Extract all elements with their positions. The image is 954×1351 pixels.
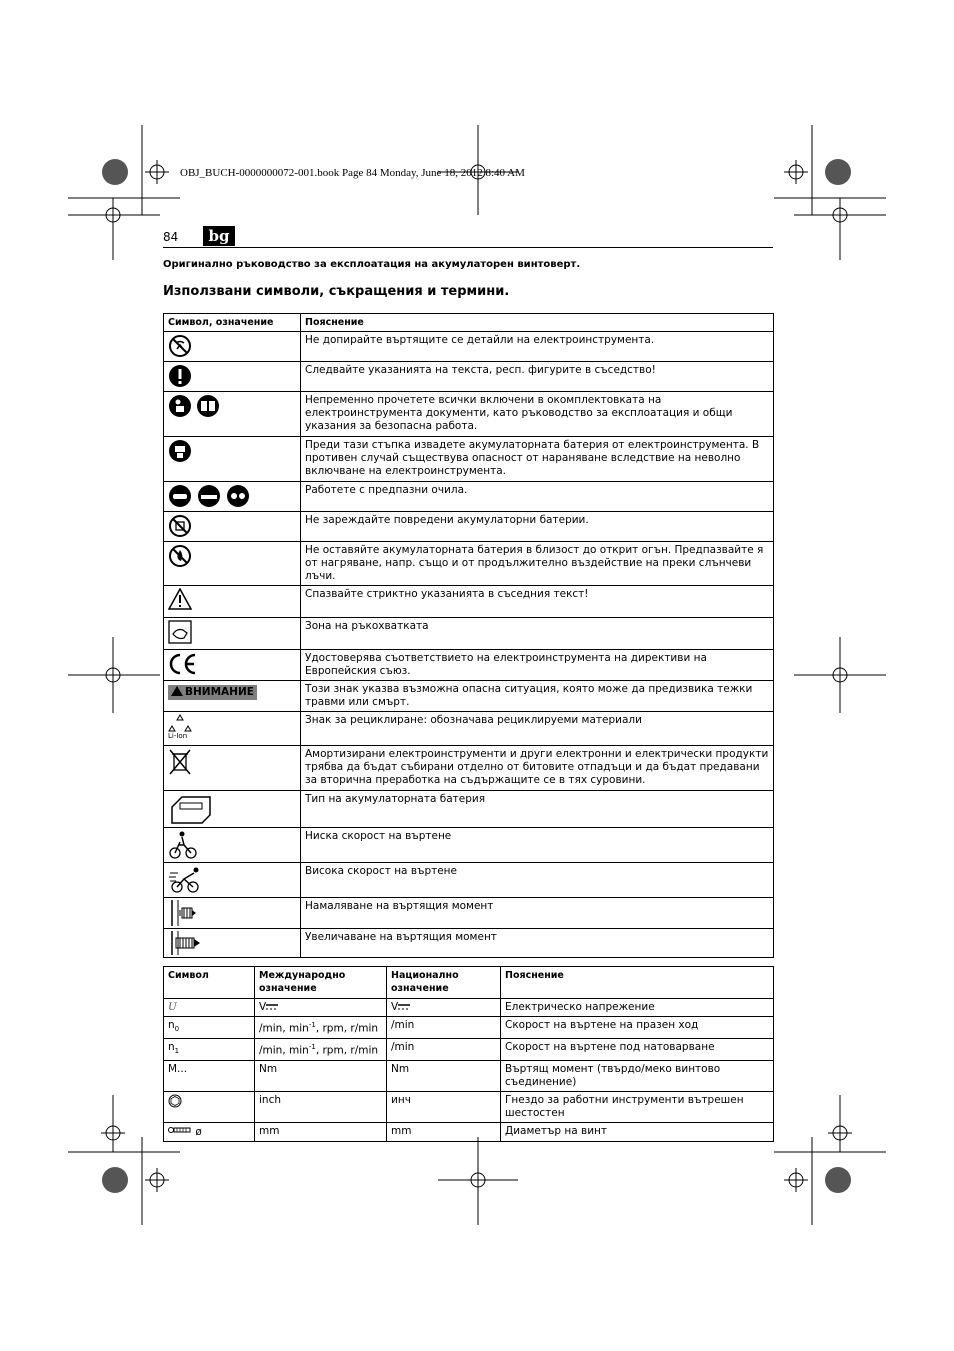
crossed-bin-icon xyxy=(168,748,192,776)
hex-socket-icon xyxy=(168,1094,182,1108)
intl-a: /min, min xyxy=(259,1022,309,1035)
table-row xyxy=(164,362,774,392)
ce-mark-icon xyxy=(168,652,198,676)
symbol-base: n xyxy=(168,1041,175,1054)
desc-cell: Гнездо за работни инструменти вътрешен шестостен xyxy=(501,1092,774,1123)
warning-triangle-icon xyxy=(171,686,183,696)
table-header-row xyxy=(164,967,774,999)
safety-glasses-icon xyxy=(168,484,250,508)
row-text: Висока скорост на въртене xyxy=(301,863,774,898)
print-info: OBJ_BUCH-0000000072-001.book Page 84 Monday, June 18, 2012 8:40 AM xyxy=(180,167,525,179)
table-row xyxy=(164,898,774,929)
row-text: Ниска скорост на въртене xyxy=(301,828,774,863)
document-subtitle: Оригинално ръководство за експлоатация на акумулаторен винтоверт. xyxy=(163,259,581,270)
symbol-cell xyxy=(164,1017,255,1039)
symbol-cell xyxy=(164,1039,255,1061)
intl-cell xyxy=(255,999,387,1017)
screw-diameter-icon xyxy=(168,1125,192,1135)
table-row xyxy=(164,1039,774,1061)
row-text: Намаляване на въртящия момент xyxy=(301,898,774,929)
table-row xyxy=(164,392,774,437)
table-row xyxy=(164,542,774,586)
row-text: Увеличаване на въртящия момент xyxy=(301,929,774,958)
row-text: Непременно прочетете всички включени в окомплектовката на електроинструмента документи, като ръководство за експлоатация и общи указания за безопасна работа. xyxy=(301,392,774,437)
symbol-cell: U xyxy=(164,999,255,1017)
intl-unit: V xyxy=(259,1001,267,1013)
table-row xyxy=(164,929,774,958)
table-row xyxy=(164,1123,774,1142)
battery-type-icon xyxy=(168,793,216,825)
nat-cell: /min xyxy=(387,1039,501,1061)
fast-bike-icon xyxy=(168,865,202,895)
desc-cell: Скорост на въртене под натоварване xyxy=(501,1039,774,1061)
intl-cell: Nm xyxy=(255,1061,387,1092)
nat-cell: /min xyxy=(387,1017,501,1039)
table-row xyxy=(164,437,774,482)
torque-decrease-icon xyxy=(168,900,198,926)
remove-battery-icon xyxy=(168,439,192,463)
row-text: Не оставяйте акумулаторната батерия в близост до открит огън. Предпазвайте я от нагряване, напр. също и от продължително въздействие на преки слънчеви лъчи. xyxy=(301,542,774,586)
exclamation-icon xyxy=(168,364,192,388)
recycle-label: Li-Ion xyxy=(168,732,188,740)
table-row xyxy=(164,586,774,618)
warning-badge xyxy=(168,685,257,700)
table-row xyxy=(164,332,774,362)
intl-sup: -1 xyxy=(308,1043,316,1052)
table-row xyxy=(164,650,774,681)
table-row xyxy=(164,512,774,542)
table-row xyxy=(164,681,774,712)
no-touch-rotating-icon xyxy=(168,334,192,358)
table-row xyxy=(164,712,774,746)
nat-cell xyxy=(387,999,501,1017)
symbols-table xyxy=(163,313,774,958)
intl-a: /min, min xyxy=(259,1044,309,1057)
desc-cell: Скорост на въртене на празен ход xyxy=(501,1017,774,1039)
nat-cell: инч xyxy=(387,1092,501,1123)
slow-bike-icon xyxy=(168,830,198,860)
table-row xyxy=(164,746,774,791)
units-table xyxy=(163,966,774,1142)
col-header-symbol: Символ, означение xyxy=(164,314,301,332)
diameter-symbol: ø xyxy=(195,1126,202,1139)
row-text: Спазвайте стриктно указанията в съседния текст! xyxy=(301,586,774,618)
warning-triangle-icon xyxy=(168,588,192,610)
table-row xyxy=(164,1061,774,1092)
recycle-icon xyxy=(168,714,192,732)
table-row xyxy=(164,999,774,1017)
table-row xyxy=(164,828,774,863)
intl-cell xyxy=(255,1017,387,1039)
intl-b: , rpm, r/min xyxy=(315,1022,379,1035)
col-header-symbol: Символ xyxy=(164,967,255,999)
row-text: Този знак указва възможна опасна ситуация, която може да предизвика тежки травми или смърт. xyxy=(301,681,774,712)
nat-cell: mm xyxy=(387,1123,501,1142)
torque-increase-icon xyxy=(168,931,202,955)
dc-current-icon xyxy=(266,1004,278,1010)
language-tab: bg xyxy=(203,226,235,246)
intl-sup: -1 xyxy=(308,1021,316,1029)
intl-cell xyxy=(255,1039,387,1061)
warning-badge-label: ВНИМАНИЕ xyxy=(185,686,254,698)
row-text: Тип на акумулаторната батерия xyxy=(301,791,774,828)
symbol-sub: 0 xyxy=(174,1025,180,1034)
row-text: Следвайте указанията на текста, респ. фигурите в съседство! xyxy=(301,362,774,392)
no-charge-damaged-icon xyxy=(168,514,192,538)
row-text: Работете с предпазни очила. xyxy=(301,482,774,512)
col-header-national: Национално означение xyxy=(387,967,501,999)
table-row xyxy=(164,482,774,512)
row-text: Не допирайте въртящите се детайли на електроинструмента. xyxy=(301,332,774,362)
grip-zone-icon xyxy=(168,620,192,644)
row-text: Удостоверява съответствието на електроинструмента на директиви на Европейския съюз. xyxy=(301,650,774,681)
symbol-sub: 1 xyxy=(174,1047,180,1056)
table-row xyxy=(164,863,774,898)
intl-cell: inch xyxy=(255,1092,387,1123)
table-row xyxy=(164,791,774,828)
desc-cell: Електрическо напрежение xyxy=(501,999,774,1017)
col-header-explanation: Пояснение xyxy=(301,314,774,332)
symbol-base: n xyxy=(168,1019,175,1031)
row-text: Не зареждайте повредени акумулаторни батерии. xyxy=(301,512,774,542)
table-header-row xyxy=(164,314,774,332)
table-row xyxy=(164,1017,774,1039)
desc-cell: Диаметър на винт xyxy=(501,1123,774,1142)
nat-cell: Nm xyxy=(387,1061,501,1092)
dc-current-icon xyxy=(398,1004,410,1010)
row-text: Амортизирани електроинструменти и други електронни и електрически продукти трябва да бъдат събирани отделно от битовите отпадъци и да бъдат предавани за вторична преработка на съдържащите се в тях суровини. xyxy=(301,746,774,791)
intl-b: , rpm, r/min xyxy=(315,1044,379,1057)
section-heading: Използвани символи, съкращения и термини. xyxy=(163,284,510,299)
row-text: Зона на ръкохватката xyxy=(301,618,774,650)
symbol-cell xyxy=(164,1092,255,1123)
header-rule xyxy=(163,247,773,248)
table-row xyxy=(164,1092,774,1123)
col-header-international: Международно означение xyxy=(255,967,387,999)
symbol-cell: M... xyxy=(164,1061,255,1092)
no-fire-icon xyxy=(168,544,192,568)
page-number: 84 xyxy=(163,230,179,244)
desc-cell: Въртящ момент (твърдо/меко винтово съединение) xyxy=(501,1061,774,1092)
row-text: Знак за рециклиране: обозначава рециклируеми материали xyxy=(301,712,774,746)
row-text: Преди тази стъпка извадете акумулаторната батерия от електроинструмента. В противен случай съществува опасност от нараняване вследствие на неволно включване на електроинструмента. xyxy=(301,437,774,482)
table-row xyxy=(164,618,774,650)
symbol-cell xyxy=(164,1123,255,1142)
nat-unit: V xyxy=(391,1001,399,1013)
intl-cell: mm xyxy=(255,1123,387,1142)
col-header-explanation: Пояснение xyxy=(501,967,774,999)
read-manual-icon xyxy=(168,394,220,418)
